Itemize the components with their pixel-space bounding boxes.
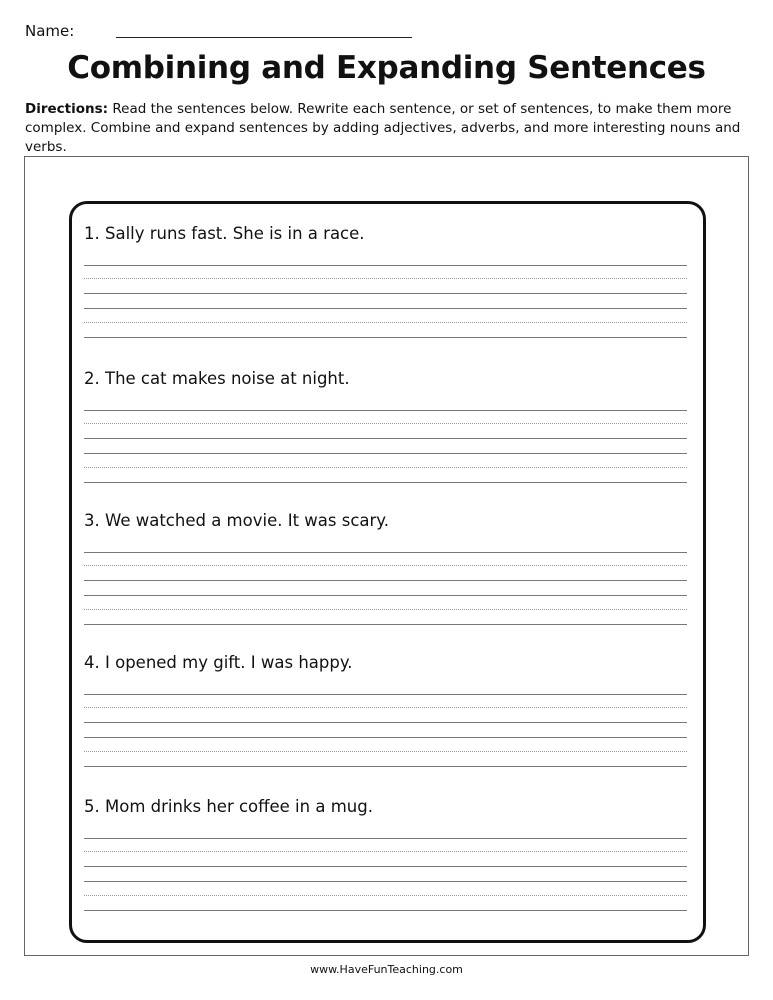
writing-line [84,482,687,483]
writing-line [84,580,687,581]
writing-line [84,595,687,596]
writing-line [84,293,687,294]
writing-guide-line [84,751,687,752]
name-write-line[interactable] [116,37,412,38]
writing-guide-line [84,707,687,708]
name-row [25,22,412,40]
exercise-sentence: 4. I opened my gift. I was happy. [84,653,353,672]
exercise-sentence: 5. Mom drinks her coffee in a mug. [84,797,373,816]
writing-line [84,694,687,695]
writing-guide-line [84,851,687,852]
writing-line [84,866,687,867]
name-label: Name: [25,22,75,40]
writing-lines[interactable] [84,828,687,918]
exercise-item [84,650,687,774]
exercise-item [84,508,687,632]
writing-line [84,624,687,625]
writing-line [84,766,687,767]
directions [25,100,755,157]
exercise-item [84,221,687,345]
directions-label: Directions: [25,101,109,117]
writing-guide-line [84,609,687,610]
worksheet-title: Combining and Expanding Sentences [67,50,706,86]
writing-line [84,838,687,839]
writing-line [84,881,687,882]
writing-guide-line [84,278,687,279]
writing-guide-line [84,565,687,566]
writing-lines[interactable] [84,542,687,632]
writing-guide-line [84,895,687,896]
writing-line [84,722,687,723]
writing-line [84,337,687,338]
writing-line [84,552,687,553]
writing-guide-line [84,322,687,323]
exercise-item [84,366,687,490]
exercise-item [84,794,687,918]
writing-lines[interactable] [84,400,687,490]
writing-line [84,308,687,309]
writing-line [84,737,687,738]
footer-url: www.HaveFunTeaching.com [310,963,463,976]
writing-guide-line [84,423,687,424]
exercise-sentence: 2. The cat makes noise at night. [84,369,350,388]
directions-text: Read the sentences below. Rewrite each sentence, or set of sentences, to make them more complex. Combine and expand sentences by adding adjectives, adverbs, and more interesting nouns and verbs. [25,101,741,155]
writing-line [84,910,687,911]
writing-line [84,438,687,439]
writing-line [84,410,687,411]
writing-lines[interactable] [84,255,687,345]
exercise-sentence: 3. We watched a movie. It was scary. [84,511,389,530]
writing-lines[interactable] [84,684,687,774]
exercise-sentence: 1. Sally runs fast. She is in a race. [84,224,365,243]
writing-line [84,453,687,454]
writing-line [84,265,687,266]
writing-guide-line [84,467,687,468]
